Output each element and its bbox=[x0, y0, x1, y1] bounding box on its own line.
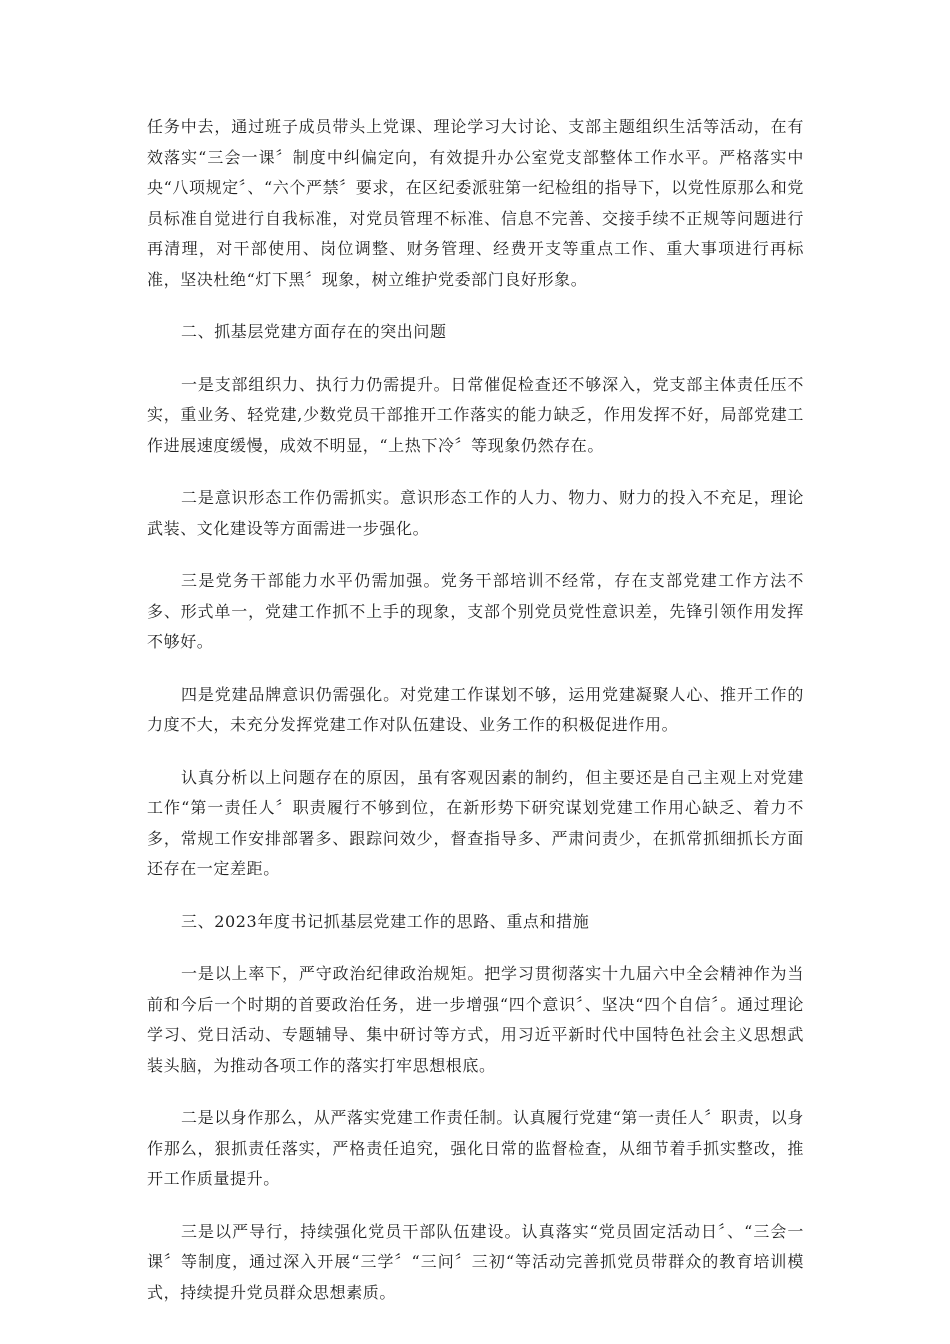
paragraph-problem-2: 二是意识形态工作仍需抓实。意识形态工作的人力、物力、财力的投入不充足，理论武装、文化建设等方面需进一步强化。 bbox=[147, 488, 804, 538]
paragraph-problem-3: 三是党务干部能力水平仍需加强。党务干部培训不经常，存在支部党建工作方法不多、形式单一，党建工作抓不上手的现象，支部个别党员党性意识差，先锋引领作用发挥不够好。 bbox=[147, 571, 804, 651]
section-heading-3: 三、2023年度书记抓基层党建工作的思路、重点和措施 bbox=[181, 911, 590, 931]
paragraph-measure-1: 一是以上率下，严守政治纪律政治规矩。把学习贯彻落实十九届六中全会精神作为当前和今后一个时期的首要政治任务，进一步增强“四个意识〞、坚决“四个自信〞。通过理论学习、党日活动、专题辅导、集中研讨等方式，用习近平新时代中国特色社会主义思想武装头脑，为推动各项工作的落实打牢思想根底。 bbox=[147, 964, 804, 1075]
paragraph-measure-2: 二是以身作那么，从严落实党建工作责任制。认真履行党建“第一责任人〞职责，以身作那么，狠抓责任落实，严格责任追究，强化日常的监督检查，从细节着手抓实整改，推开工作质量提升。 bbox=[147, 1108, 804, 1188]
paragraph-cause-analysis: 认真分析以上问题存在的原因，虽有客观因素的制约，但主要还是自己主观上对党建工作“第一责任人〞职责履行不够到位，在新形势下研究谋划党建工作用心缺乏、着力不多，常规工作安排部署多、跟踪问效少，督查指导多、严肃问责少，在抓常抓细抓长方面还存在一定差距。 bbox=[147, 767, 804, 878]
paragraph-continuation: 任务中去，通过班子成员带头上党课、理论学习大讨论、支部主题组织生活等活动，在有效落实“三会一课〞制度中纠偏定向，有效提升办公室党支部整体工作水平。严格落实中央“八项规定〞、“六个严禁〞要求，在区纪委派驻第一纪检组的指导下，以党性原那么和党员标准自觉进行自我标准，对党员管理不标准、信息不完善、交接手续不正规等问题进行再清理，对干部使用、岗位调整、财务管理、经费开支等重点工作、重大事项进行再标准，坚决杜绝“灯下黑〞现象，树立维护党委部门良好形象。 bbox=[147, 117, 804, 289]
paragraph-problem-1: 一是支部组织力、执行力仍需提升。日常催促检查还不够深入，党支部主体责任压不实，重业务、轻党建,少数党员干部推开工作落实的能力缺乏，作用发挥不好，局部党建工作进展速度缓慢，成效不明显，“上热下冷〞等现象仍然存在。 bbox=[147, 374, 804, 455]
paragraph-problem-4: 四是党建品牌意识仍需强化。对党建工作谋划不够，运用党建凝聚人心、推开工作的力度不大，未充分发挥党建工作对队伍建设、业务工作的积极促进作用。 bbox=[147, 684, 804, 734]
paragraph-measure-3: 三是以严导行，持续强化党员干部队伍建设。认真落实“党员固定活动日〞、“三会一课〞等制度，通过深入开展“三学〞“三问〞三初“等活动完善抓党员带群众的教育培训模式，持续提升党员群众思想素质。 bbox=[147, 1221, 804, 1302]
section-heading-2: 二、抓基层党建方面存在的突出问题 bbox=[181, 322, 447, 341]
